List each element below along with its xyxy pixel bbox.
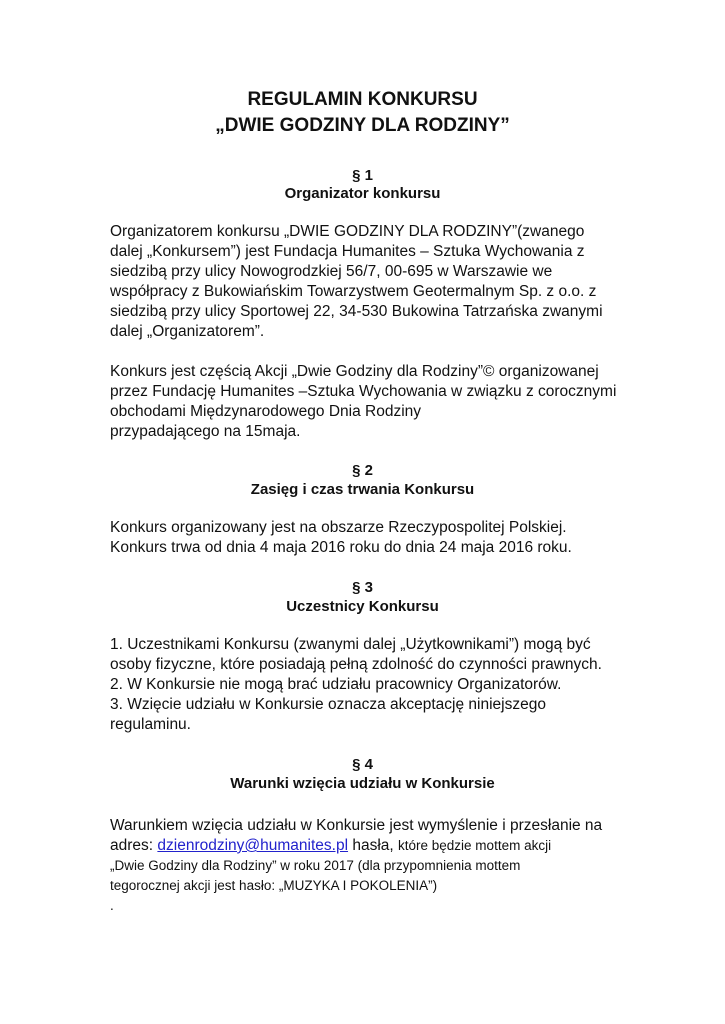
section-2-number: § 2: [352, 462, 373, 479]
text-line: przypadającego na 15maja.: [110, 423, 301, 440]
section-4-paragraph-1: [110, 816, 670, 916]
text-line: 3. Wzięcie udziału w Konkursie oznacza akceptację niniejszego: [110, 696, 546, 713]
section-1-paragraph-1: [110, 222, 670, 342]
text-line: regulaminu.: [110, 716, 191, 733]
text-line: Konkurs jest częścią Akcji „Dwie Godziny dla Rodziny”© organizowanej: [110, 363, 599, 380]
text-line: Warunkiem wzięcia udziału w Konkursie jest wymyślenie i przesłanie na: [110, 817, 603, 834]
text-line: dalej „Organizatorem”.: [110, 323, 265, 340]
section-2-title: Zasięg i czas trwania Konkursu: [250, 481, 475, 498]
text-line: tegorocznej akcji jest hasło: „MUZYKA I POKOLENIA”): [110, 878, 438, 893]
text-line: współpracy z Bukowiańskim Towarzystwem Geotermalnym Sp. z o.o. z: [110, 283, 597, 300]
section-1-number: § 1: [352, 167, 373, 184]
section-4-number: § 4: [352, 756, 373, 773]
text-line: Konkurs trwa od dnia 4 maja 2016 roku do dnia 24 maja 2016 roku.: [110, 539, 572, 556]
text-line: obchodami Międzynarodowego Dnia Rodziny: [110, 403, 422, 420]
section-3-paragraph-1: [110, 635, 670, 735]
text-fragment: hasła,: [348, 837, 399, 854]
text-line: [110, 836, 670, 856]
section-3-number: § 3: [352, 579, 373, 596]
text-line: siedzibą przy ulicy Sportowej 22, 34-530 Bukowina Tatrzańska zwanymi: [110, 303, 603, 320]
address-prefix: adres:: [110, 837, 158, 854]
email-link[interactable]: dzienrodziny@humanites.pl: [157, 837, 349, 854]
text-line: „Dwie Godziny dla Rodziny” w roku 2017 (dla przypomnienia mottem: [110, 858, 521, 873]
text-line: osoby fizyczne, które posiadają pełną zdolność do czynności prawnych.: [110, 656, 602, 673]
text-line: dalej „Konkursem”) jest Fundacja Humanites – Sztuka Wychowania z: [110, 243, 585, 260]
section-4-title: Warunki wzięcia udziału w Konkursie: [230, 775, 495, 792]
section-1-paragraph-2: [110, 362, 670, 442]
text-line: 1. Uczestnikami Konkursu (zwanymi dalej „Użytkownikami”) mogą być: [110, 636, 591, 653]
text-line: .: [110, 898, 114, 913]
section-3-title: Uczestnicy Konkursu: [286, 598, 439, 615]
text-line: siedzibą przy ulicy Nowogrodzkiej 56/7, 00-695 w Warszawie we: [110, 263, 553, 280]
text-line: 2. W Konkursie nie mogą brać udziału pracownicy Organizatorów.: [110, 676, 562, 693]
document-title-line1: REGULAMIN KONKURSU: [247, 89, 478, 110]
section-2-paragraph-1: [110, 518, 670, 558]
text-line: przez Fundację Humanites –Sztuka Wychowania w związku z corocznymi: [110, 383, 617, 400]
section-1-title: Organizator konkursu: [284, 185, 441, 202]
document-title-line2: „DWIE GODZINY DLA RODZINY”: [215, 115, 510, 136]
text-line: Organizatorem konkursu „DWIE GODZINY DLA RODZINY”(zwanego: [110, 223, 585, 240]
text-line: Konkurs organizowany jest na obszarze Rzeczypospolitej Polskiej.: [110, 519, 567, 536]
text-fragment-small: które będzie mottem akcji: [398, 838, 552, 853]
